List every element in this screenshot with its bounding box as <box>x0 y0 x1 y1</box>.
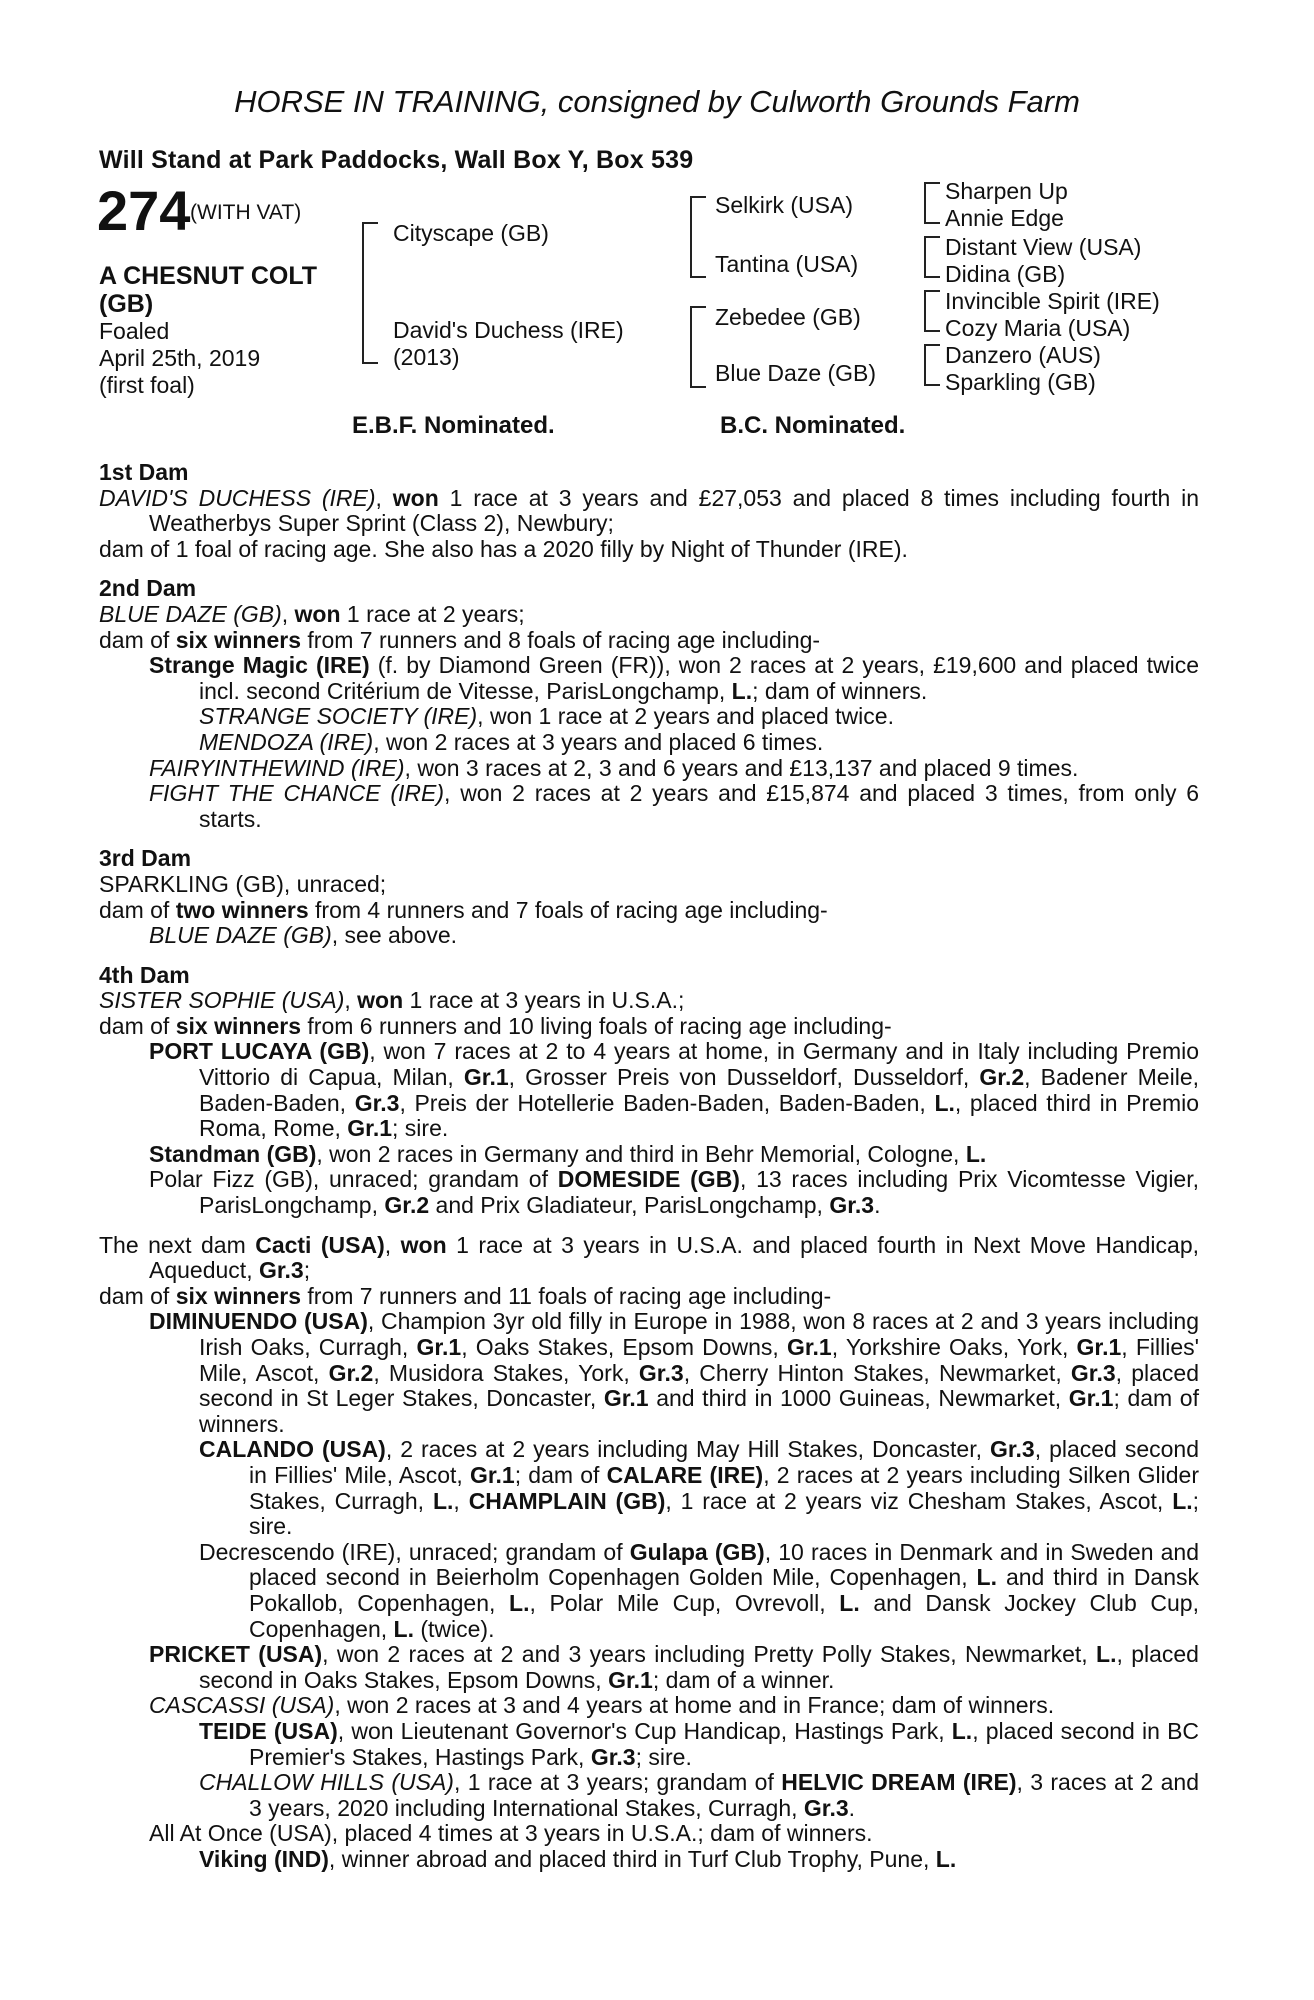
next-dam-entry: The next dam Cacti (USA), won 1 race at 3 years in U.S.A. and placed fourth in Next Move Handicap, Aqueduct, Gr.3; <box>99 1231 1199 1284</box>
vat-note: (WITH VAT) <box>190 201 302 224</box>
fourth-dam-heading: 4th Dam <box>99 961 190 988</box>
produce-entry: CHALLOW HILLS (USA), 1 race at 3 years; grandam of HELVIC DREAM (IRE), 3 races at 2 and 3 years, 2020 including International Stakes, Curragh, Gr.3. <box>199 1769 1199 1821</box>
ddd: Sparkling (GB) <box>945 369 1096 395</box>
produce-entry: PORT LUCAYA (GB), won 7 races at 2 to 4 years at home, in Germany and in Italy including Premio Vittorio di Capua, Milan, Gr.1, Grosser Preis von Dusseldorf, Dusseldorf, Gr.2, Badener Meile, Baden-Baden, Gr.3, Preis der Hotellerie Baden-Baden, Baden-Baden, L., placed third in Premio Roma, Rome, Gr.1; sire. <box>149 1038 1200 1142</box>
produce-entry: STRANGE SOCIETY (IRE), won 1 race at 2 years and placed twice. <box>199 703 894 730</box>
sire-dam: Tantina (USA) <box>715 251 859 277</box>
foaled-label: Foaled <box>99 318 170 344</box>
produce-entry: CASCASSI (USA), won 2 races at 3 and 4 years at home and in France; dam of winners. <box>149 1692 1055 1719</box>
page-header: HORSE IN TRAINING, consigned by Culworth Grounds Farm <box>234 84 1080 119</box>
dss: Invincible Spirit (IRE) <box>945 288 1160 314</box>
dds: Danzero (AUS) <box>945 342 1101 368</box>
produce-entry: FIGHT THE CHANCE (IRE), won 2 races at 2 years and £15,874 and placed 3 times, from only 6 starts. <box>149 780 1199 832</box>
produce-entry: Decrescendo (IRE), unraced; grandam of Gulapa (GB), 10 races in Denmark and in Sweden and placed second in Beierholm Copenhagen Golden Mile, Copenhagen, L. and third in Dansk Pokallob, Copenhagen, L., Polar Mile Cup, Ovrevoll, L. and Dansk Jockey Club Cup, Copenhagen, L. (twice). <box>199 1538 1200 1642</box>
fourth-dam-produce: dam of six winners from 6 runners and 10 living foals of racing age including- <box>99 1012 892 1039</box>
produce-entry: TEIDE (USA), won Lieutenant Governor's Cup Handicap, Hastings Park, L., placed second in BC Premier's Stakes, Hastings Park, Gr.3; sire. <box>199 1717 1200 1770</box>
dam-sire: Zebedee (GB) <box>715 304 861 330</box>
dam-dam: Blue Daze (GB) <box>715 360 877 386</box>
next-dam-produce: dam of six winners from 7 runners and 11 foals of racing age including- <box>99 1282 832 1309</box>
second-dam-entry: BLUE DAZE (GB), won 1 race at 2 years; <box>99 600 525 627</box>
pedigree-bracket-4 <box>924 182 940 224</box>
produce-entry: Viking (IND), winner abroad and placed third in Turf Club Trophy, Pune, L. <box>199 1845 957 1872</box>
horse-description: A CHESNUT COLT <box>99 262 318 290</box>
first-dam-heading: 1st Dam <box>99 459 189 485</box>
third-dam-entry: SPARKLING (GB), unraced; <box>99 870 387 897</box>
pedigree-bracket-2 <box>690 196 706 278</box>
produce-entry: BLUE DAZE (GB), see above. <box>149 922 458 949</box>
first-dam-produce: dam of 1 foal of racing age. She also has a 2020 filly by Night of Thunder (IRE). <box>99 535 908 562</box>
second-dam-produce: dam of six winners from 7 runners and 8 foals of racing age including- <box>99 626 821 653</box>
produce-entry: Polar Fizz (GB), unraced; grandam of DOMESIDE (GB), 13 races including Prix Vicomtesse Vigier, ParisLongchamp, Gr.2 and Prix Gladiateur, ParisLongchamp, Gr.3. <box>149 1166 1200 1219</box>
sds: Distant View (USA) <box>945 234 1142 260</box>
third-dam-produce: dam of two winners from 4 runners and 7 foals of racing age including- <box>99 896 828 923</box>
produce-entry: CALANDO (USA), 2 races at 2 years including May Hill Stakes, Doncaster, Gr.3, placed second in Fillies' Mile, Ascot, Gr.1; dam of CALARE (IRE), 2 races at 2 years including Silken Glider Stakes, Curragh, L., CHAMPLAIN (GB), 1 race at 2 years viz Chesham Stakes, Ascot, L.; sire. <box>199 1436 1200 1540</box>
dam: David's Duchess (IRE) <box>393 317 624 343</box>
foaled-date: April 25th, 2019 <box>99 345 261 371</box>
produce-entry: PRICKET (USA), won 2 races at 2 and 3 years including Pretty Polly Stakes, Newmarket, L., placed second in Oaks Stakes, Epsom Downs, Gr.1; dam of a winner. <box>149 1641 1199 1693</box>
dam-year: (2013) <box>393 344 460 370</box>
produce-entry: All At Once (USA), placed 4 times at 3 years in U.S.A.; dam of winners. <box>149 1820 873 1847</box>
produce-entry: Standman (GB), won 2 races in Germany and third in Behr Memorial, Cologne, L. <box>149 1140 987 1167</box>
sire-sire: Selkirk (USA) <box>715 192 854 218</box>
sss: Sharpen Up <box>945 178 1068 204</box>
ssd: Annie Edge <box>945 205 1064 231</box>
fourth-dam-entry: SISTER SOPHIE (USA), won 1 race at 3 years in U.S.A.; <box>99 987 685 1014</box>
foal-note: (first foal) <box>99 372 195 398</box>
pedigree-bracket-7 <box>924 344 940 386</box>
sire: Cityscape (GB) <box>393 220 549 246</box>
first-dam-entry: DAVID'S DUCHESS (IRE), won 1 race at 3 years and £27,053 and placed 8 times including fourth in Weatherbys Super Sprint (Class 2), Newbury; <box>99 484 1199 537</box>
pedigree-bracket-6 <box>924 290 940 332</box>
produce-entry: Strange Magic (IRE) (f. by Diamond Green (FR)), won 2 races at 2 years, £19,600 and placed twice incl. second Critérium de Vitesse, ParisLongchamp, L.; dam of winners. <box>149 652 1199 704</box>
pedigree-bracket-1 <box>362 222 378 364</box>
produce-entry: DIMINUENDO (USA), Champion 3yr old filly in Europe in 1988, won 8 races at 2 and 3 years including Irish Oaks, Curragh, Gr.1, Oaks Stakes, Epsom Downs, Gr.1, Yorkshire Oaks, York, Gr.1, Fillies' Mile, Ascot, Gr.2, Musidora Stakes, York, Gr.3, Cherry Hinton Stakes, Newmarket, Gr.3, placed second in St Leger Stakes, Doncaster, Gr.1 and third in 1000 Guineas, Newmarket, Gr.1; dam of winners. <box>149 1308 1200 1437</box>
lot-number: 274 <box>97 179 191 242</box>
produce-entry: MENDOZA (IRE), won 2 races at 3 years and placed 6 times. <box>199 728 824 755</box>
bc-nominated: B.C. Nominated. <box>720 412 906 439</box>
third-dam-heading: 3rd Dam <box>99 845 192 872</box>
dsd: Cozy Maria (USA) <box>945 315 1131 341</box>
produce-entry: FAIRYINTHEWIND (IRE), won 3 races at 2, 3 and 6 years and £13,137 and placed 9 times. <box>149 754 1079 781</box>
horse-origin: (GB) <box>99 290 154 318</box>
second-dam-heading: 2nd Dam <box>99 575 197 602</box>
stand-location: Will Stand at Park Paddocks, Wall Box Y, Box 539 <box>99 146 694 174</box>
ebf-nominated: E.B.F. Nominated. <box>352 412 555 439</box>
pedigree-bracket-5 <box>924 236 940 278</box>
sdd: Didina (GB) <box>945 261 1066 287</box>
catalogue-body <box>99 460 1199 1872</box>
pedigree-bracket-3 <box>690 306 706 388</box>
